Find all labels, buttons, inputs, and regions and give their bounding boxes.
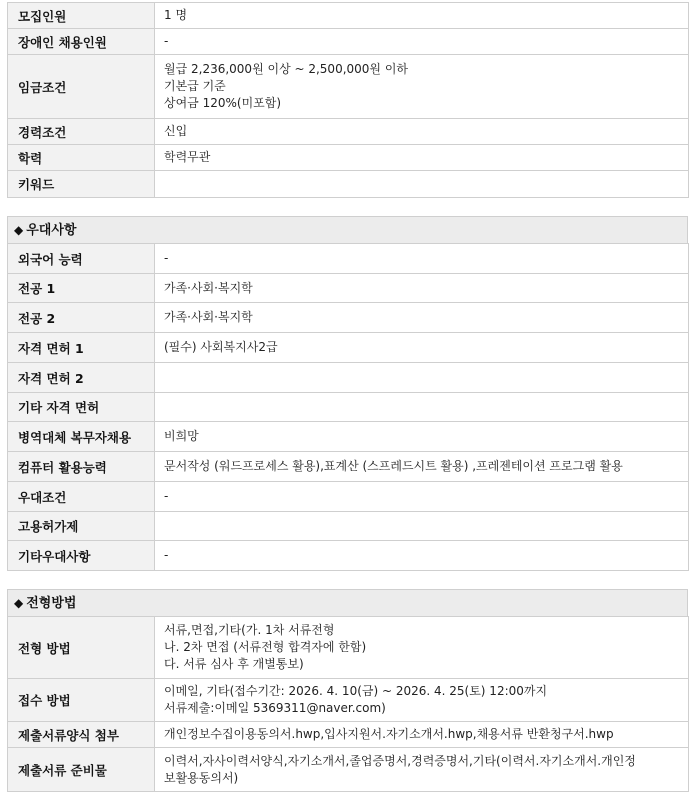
table-row [8, 748, 689, 792]
section-header-preference [7, 216, 688, 243]
row-label: 전공 1 [8, 274, 155, 303]
row-value [155, 679, 689, 722]
value-line: 서류,면접,기타(가. 1차 서류전형 [164, 623, 335, 637]
row-value [155, 303, 689, 333]
row-label: 기타우대사항 [8, 541, 155, 571]
row-label: 우대조건 [8, 482, 155, 512]
row-label: 기타 자격 면허 [8, 393, 155, 422]
table-row [8, 3, 689, 29]
row-value [155, 482, 689, 512]
value-line: 기본급 기준 [164, 79, 226, 93]
table-row [8, 333, 689, 363]
section-title: 전형방법 [26, 596, 77, 611]
row-label: 전형 방법 [8, 617, 155, 679]
row-value [155, 452, 689, 482]
value-line: 학력무관 [164, 150, 211, 164]
value-line: 1 명 [164, 8, 188, 22]
row-label: 외국어 능력 [8, 244, 155, 274]
table-row [8, 274, 689, 303]
table-row [8, 512, 689, 541]
value-line: (필수) 사회복지사2급 [164, 340, 278, 354]
row-value [155, 29, 689, 55]
value-line: 비희망 [164, 429, 199, 443]
row-label: 임금조건 [8, 55, 155, 119]
row-label: 제출서류 준비물 [8, 748, 155, 792]
diamond-bullet-icon: ◆ [14, 223, 24, 237]
row-value [155, 422, 689, 452]
row-value [155, 3, 689, 29]
section-title: 우대사항 [26, 223, 77, 238]
table-row [8, 393, 689, 422]
row-label: 키워드 [8, 171, 155, 198]
table-row [8, 244, 689, 274]
table-row [8, 171, 689, 198]
value-line: 가족·사회·복지학 [164, 280, 253, 295]
row-label: 학력 [8, 145, 155, 171]
row-label: 제출서류양식 첨부 [8, 722, 155, 748]
value-line: - [164, 548, 169, 562]
row-value [155, 333, 689, 363]
row-label: 컴퓨터 활용능력 [8, 452, 155, 482]
row-label: 경력조건 [8, 119, 155, 145]
basic-info-table [7, 2, 689, 198]
row-value [155, 244, 689, 274]
row-value [155, 274, 689, 303]
row-value [155, 617, 689, 679]
value-line: - [164, 251, 169, 265]
value-line: 월급 2,236,000원 이상 ~ 2,500,000원 이하 [164, 62, 409, 76]
section-header-selection [7, 589, 688, 616]
value-line: 다. 서류 심사 후 개별통보) [164, 657, 304, 671]
table-row [8, 722, 689, 748]
value-line: 보활용동의서) [164, 770, 239, 785]
table-row [8, 679, 689, 722]
row-value [155, 55, 689, 119]
table-row [8, 452, 689, 482]
value-line: 이력서,자사이력서양식,자기소개서,졸업증명서,경력증명서,기타(이력서.자기소개서.개인정 [164, 753, 636, 768]
row-label: 고용허가제 [8, 512, 155, 541]
value-line: - [164, 489, 169, 503]
table-row [8, 29, 689, 55]
value-line: - [164, 34, 169, 48]
value-line: 신입 [164, 124, 188, 138]
row-value [155, 119, 689, 145]
table-row [8, 422, 689, 452]
table-row [8, 541, 689, 571]
row-label: 모집인원 [8, 3, 155, 29]
table-row [8, 303, 689, 333]
table-row [8, 55, 689, 119]
value-line: 이메일, 기타(접수기간: 2026. 4. 10(금) ~ 2026. 4. 25(토) 12:00까지 [164, 684, 548, 698]
value-line: 가족·사회·복지학 [164, 310, 253, 324]
row-label: 전공 2 [8, 303, 155, 333]
value-line: 문서작성 (워드프로세스 활용),표계산 (스프레드시트 활용) ,프레젠테이션 프로그램 활용 [164, 459, 623, 473]
row-label: 병역대체 복무자채용 [8, 422, 155, 452]
row-value [155, 722, 689, 748]
row-value [155, 363, 689, 393]
value-line: 상여금 120%(미포함) [164, 96, 282, 110]
table-row [8, 119, 689, 145]
table-row [8, 363, 689, 393]
row-value [155, 512, 689, 541]
row-value [155, 393, 689, 422]
diamond-bullet-icon: ◆ [14, 596, 24, 610]
table-row [8, 145, 689, 171]
selection-table [7, 616, 689, 792]
preference-table [7, 243, 689, 571]
value-line: 개인정보수집이용동의서.hwp,입사지원서.자기소개서.hwp,채용서류 반환청구서.hwp [164, 727, 614, 741]
row-value [155, 145, 689, 171]
value-line: 서류제출:이메일 5369311@naver.com) [164, 701, 386, 715]
row-label: 접수 방법 [8, 679, 155, 722]
value-line: 나. 2차 면접 (서류전형 합격자에 한함) [164, 640, 367, 654]
row-label: 장애인 채용인원 [8, 29, 155, 55]
table-row [8, 617, 689, 679]
row-value [155, 748, 689, 792]
table-row [8, 482, 689, 512]
row-value [155, 171, 689, 198]
row-value [155, 541, 689, 571]
row-label: 자격 면허 1 [8, 333, 155, 363]
row-label: 자격 면허 2 [8, 363, 155, 393]
